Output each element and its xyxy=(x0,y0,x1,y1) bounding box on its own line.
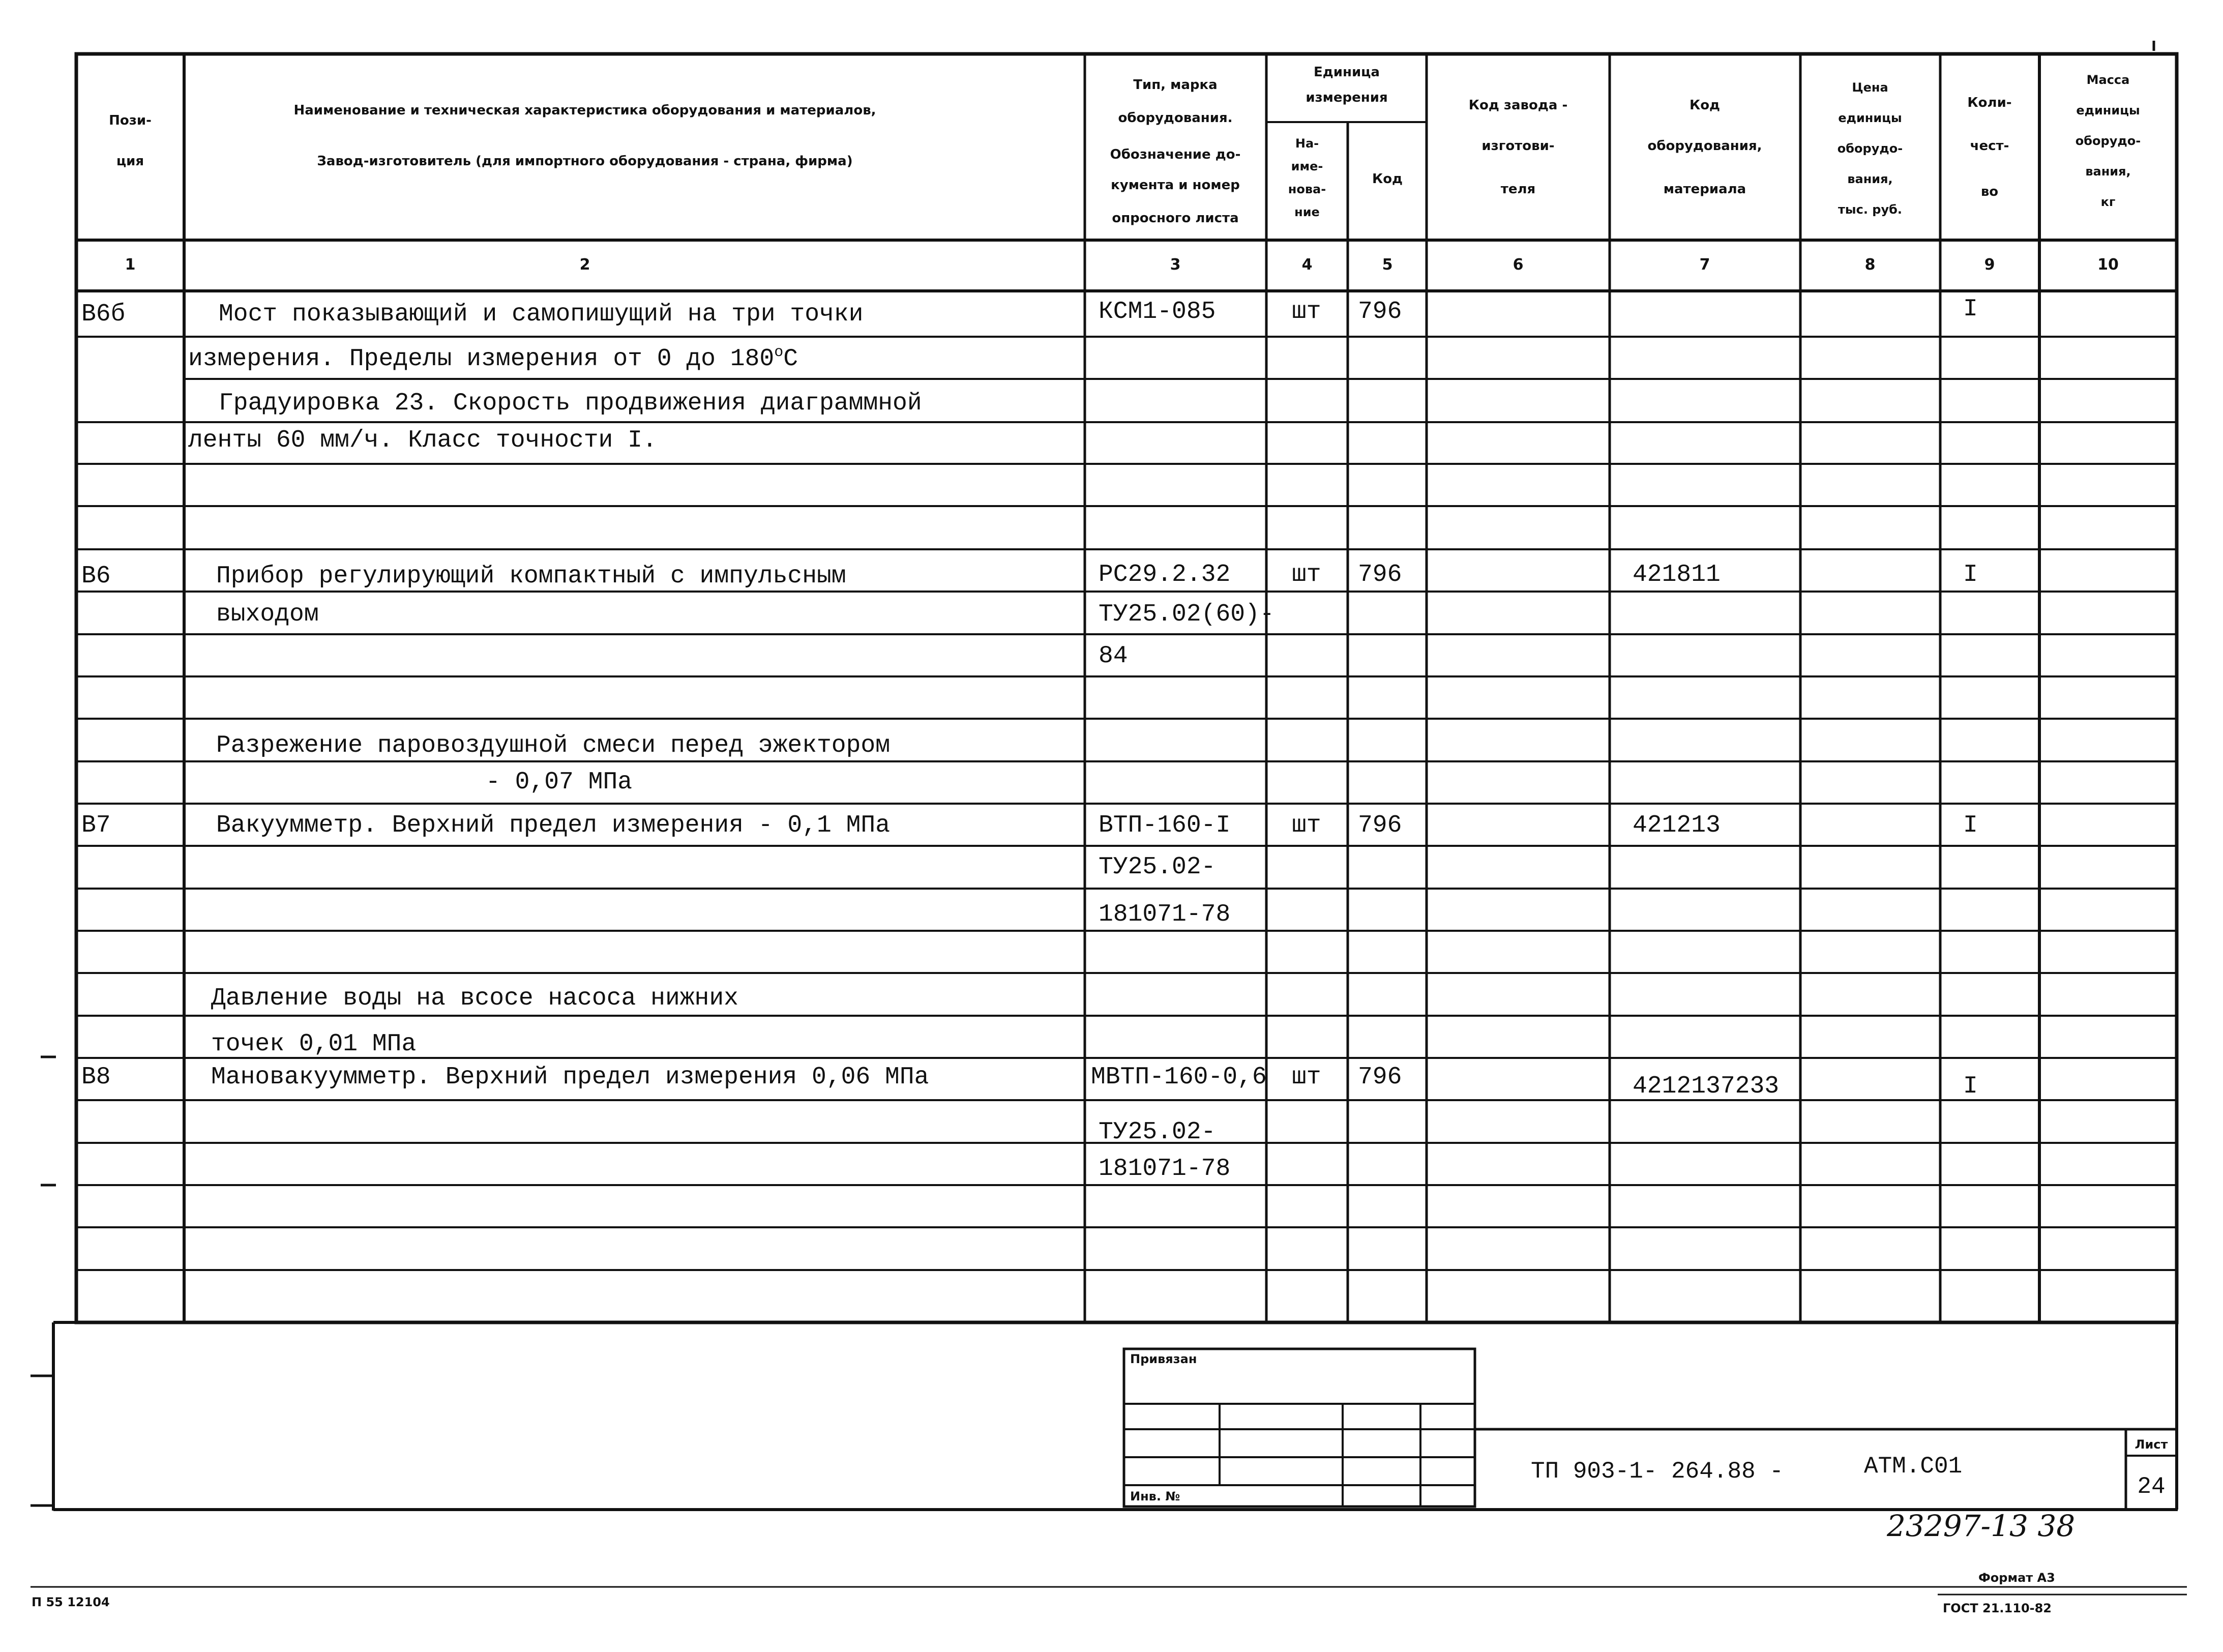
cell-name: выходом xyxy=(216,601,319,628)
colnum-7: 7 xyxy=(1699,256,1710,274)
cell-type: ВТП-160-I xyxy=(1099,812,1231,839)
document-suffix: АТМ.С01 xyxy=(1864,1453,1963,1480)
cell-unit: шт xyxy=(1292,812,1321,839)
table-row xyxy=(216,601,1274,628)
table-row xyxy=(1099,1118,1216,1146)
hdr-type-1: Тип, марка xyxy=(1133,77,1218,93)
hdr-type-4: кумента и номер xyxy=(1111,178,1240,193)
cell-name: измерения. Пределы измерения от 0 до $180^оС$ xyxy=(188,344,798,373)
hdr-code-1: Код xyxy=(1689,98,1721,113)
colnum-8: 8 xyxy=(1864,256,1876,274)
table-row xyxy=(81,1064,1978,1100)
cell-qty: I xyxy=(1963,561,1978,588)
table-row xyxy=(188,344,798,373)
cell-name: точек 0,01 МПа xyxy=(211,1030,417,1058)
cell-name: Вакуумметр. Верхний предел измерения - 0,1 МПа xyxy=(216,812,891,839)
cell-unit-code: 796 xyxy=(1358,561,1402,588)
colnum-6: 6 xyxy=(1513,256,1524,274)
table-row xyxy=(1099,853,1216,881)
colnum-3: 3 xyxy=(1170,256,1181,274)
table-row xyxy=(1099,901,1230,928)
hdr-name-1: Наименование и техническая характеристика оборудования и материалов, xyxy=(293,103,876,118)
document-code: ТП 903-1- 264.88 - xyxy=(1531,1458,1784,1485)
hdr-type-5: опросного листа xyxy=(1112,211,1239,226)
cell-type: 84 xyxy=(1099,642,1128,670)
cell-name: Разрежение паровоздушной смеси перед эжектором xyxy=(216,732,891,759)
cell-name: Градуировка 23. Скорость продвижения диаграммной xyxy=(219,390,922,417)
cell-code: 4212137233 xyxy=(1633,1073,1780,1100)
hdr-name-2: Завод-изготовитель (для импортного оборудования - страна, фирма) xyxy=(317,154,853,169)
cell-type: 181071-78 xyxy=(1099,1155,1231,1183)
hdr-mass-4: вания, xyxy=(2085,164,2131,179)
hdr-unitname-2: име- xyxy=(1291,159,1323,173)
title-block-text xyxy=(32,1352,2168,1615)
sheet-label: Лист xyxy=(2135,1437,2168,1452)
cell-name: ленты 60 мм/ч. Класс точности I. xyxy=(188,427,657,454)
table-row xyxy=(486,769,632,796)
cell-type: ТУ25.02(60)- xyxy=(1099,601,1274,628)
table-row xyxy=(81,561,1978,590)
cell-code: 421213 xyxy=(1633,812,1721,839)
hdr-qty-2: чест- xyxy=(1970,138,2009,154)
colnum-9: 9 xyxy=(1984,256,1995,274)
colnum-2: 2 xyxy=(579,256,590,274)
table-row xyxy=(81,296,1978,328)
hdr-qty-1: Коли- xyxy=(1967,95,2012,110)
cell-qty: I xyxy=(1963,1073,1978,1100)
cell-qty: I xyxy=(1963,296,1978,323)
hdr-price-2: единицы xyxy=(1838,111,1902,125)
cell-name: Мост показывающий и самопишущий на три точки xyxy=(219,301,864,328)
table-body xyxy=(81,296,1978,1183)
table-row xyxy=(216,732,890,759)
colnum-10: 10 xyxy=(2097,256,2119,274)
cell-type: РС29.2.32 xyxy=(1099,561,1231,588)
corner-code: П 55 12104 xyxy=(32,1595,110,1609)
cell-unit: шт xyxy=(1292,298,1321,326)
cell-name: - 0,07 МПа xyxy=(486,769,633,796)
privyazan-label: Привязан xyxy=(1130,1352,1197,1366)
hdr-pos-1: Пози- xyxy=(109,113,152,128)
hdr-maker-3: теля xyxy=(1500,182,1536,197)
colnum-5: 5 xyxy=(1382,256,1393,274)
handwritten-archive-number: 23297-13 38 xyxy=(1887,1509,2076,1543)
table-header xyxy=(109,65,2141,274)
hdr-mass-5: кг xyxy=(2100,195,2116,209)
cell-name: Давление воды на всосе насоса нижних xyxy=(211,985,738,1012)
cell-unit-code: 796 xyxy=(1358,298,1402,326)
cell-name: Прибор регулирующий компактный с импульсным xyxy=(216,563,846,590)
hdr-code-2: оборудования, xyxy=(1647,138,1762,154)
cell-unit: шт xyxy=(1292,1064,1321,1091)
table-row xyxy=(219,390,922,417)
cell-type: ТУ25.02- xyxy=(1099,1118,1216,1146)
hdr-unitname-1: На- xyxy=(1295,136,1319,151)
hdr-mass-1: Масса xyxy=(2086,73,2130,87)
hdr-unitcode: Код xyxy=(1372,171,1403,187)
sheet-number: 24 xyxy=(2137,1473,2166,1500)
table-row xyxy=(1099,1155,1230,1183)
table-row xyxy=(211,985,738,1012)
cell-position: В6 xyxy=(81,563,111,590)
hdr-mass-3: оборудо- xyxy=(2075,134,2141,148)
hdr-pos-2: ция xyxy=(116,154,144,169)
hdr-price-4: вания, xyxy=(1847,172,1893,186)
cell-type: МВТП-160-0,6 xyxy=(1091,1064,1267,1091)
hdr-type-3: Обозначение до- xyxy=(1110,147,1241,162)
cell-unit-code: 796 xyxy=(1358,1064,1402,1091)
cell-type: 181071-78 xyxy=(1099,901,1231,928)
table-row xyxy=(188,427,657,454)
hdr-price-5: тыс. руб. xyxy=(1837,202,1903,217)
hdr-unit-group-1: Единица xyxy=(1314,65,1380,80)
hdr-type-2: оборудования. xyxy=(1118,110,1233,126)
cell-unit-code: 796 xyxy=(1358,812,1402,839)
hdr-unit-group-2: измерения xyxy=(1306,90,1388,105)
gost-standard: ГОСТ 21.110-82 xyxy=(1943,1601,2052,1615)
cell-position: В7 xyxy=(81,812,111,839)
inventory-number-label: Инв. № xyxy=(1130,1489,1180,1503)
cell-unit: шт xyxy=(1292,561,1321,588)
hdr-price-1: Цена xyxy=(1852,80,1888,95)
hdr-code-3: материала xyxy=(1663,182,1746,197)
hdr-mass-2: единицы xyxy=(2076,103,2140,117)
cell-type: КСМ1-085 xyxy=(1099,298,1216,326)
cell-position: В6б xyxy=(81,301,126,328)
table-row xyxy=(1099,642,1128,670)
cell-qty: I xyxy=(1963,812,1978,839)
hdr-unitname-3: нова- xyxy=(1288,182,1326,196)
cell-code: 421811 xyxy=(1633,561,1721,588)
cell-name: Мановакуумметр. Верхний предел измерения 0,06 МПа xyxy=(211,1064,929,1091)
colnum-4: 4 xyxy=(1301,256,1313,274)
colnum-1: 1 xyxy=(125,256,136,274)
hdr-price-3: оборудо- xyxy=(1837,141,1903,156)
hdr-maker-1: Код завода - xyxy=(1468,98,1568,113)
table-row xyxy=(211,1030,416,1058)
cell-position: В8 xyxy=(81,1064,111,1091)
hdr-qty-3: во xyxy=(1980,184,1999,199)
hdr-maker-2: изготови- xyxy=(1481,138,1555,154)
table-row xyxy=(81,812,1978,839)
paper-format: Формат А3 xyxy=(1978,1571,2055,1585)
cell-type: ТУ25.02- xyxy=(1099,853,1216,881)
hdr-unitname-4: ние xyxy=(1294,205,1320,219)
